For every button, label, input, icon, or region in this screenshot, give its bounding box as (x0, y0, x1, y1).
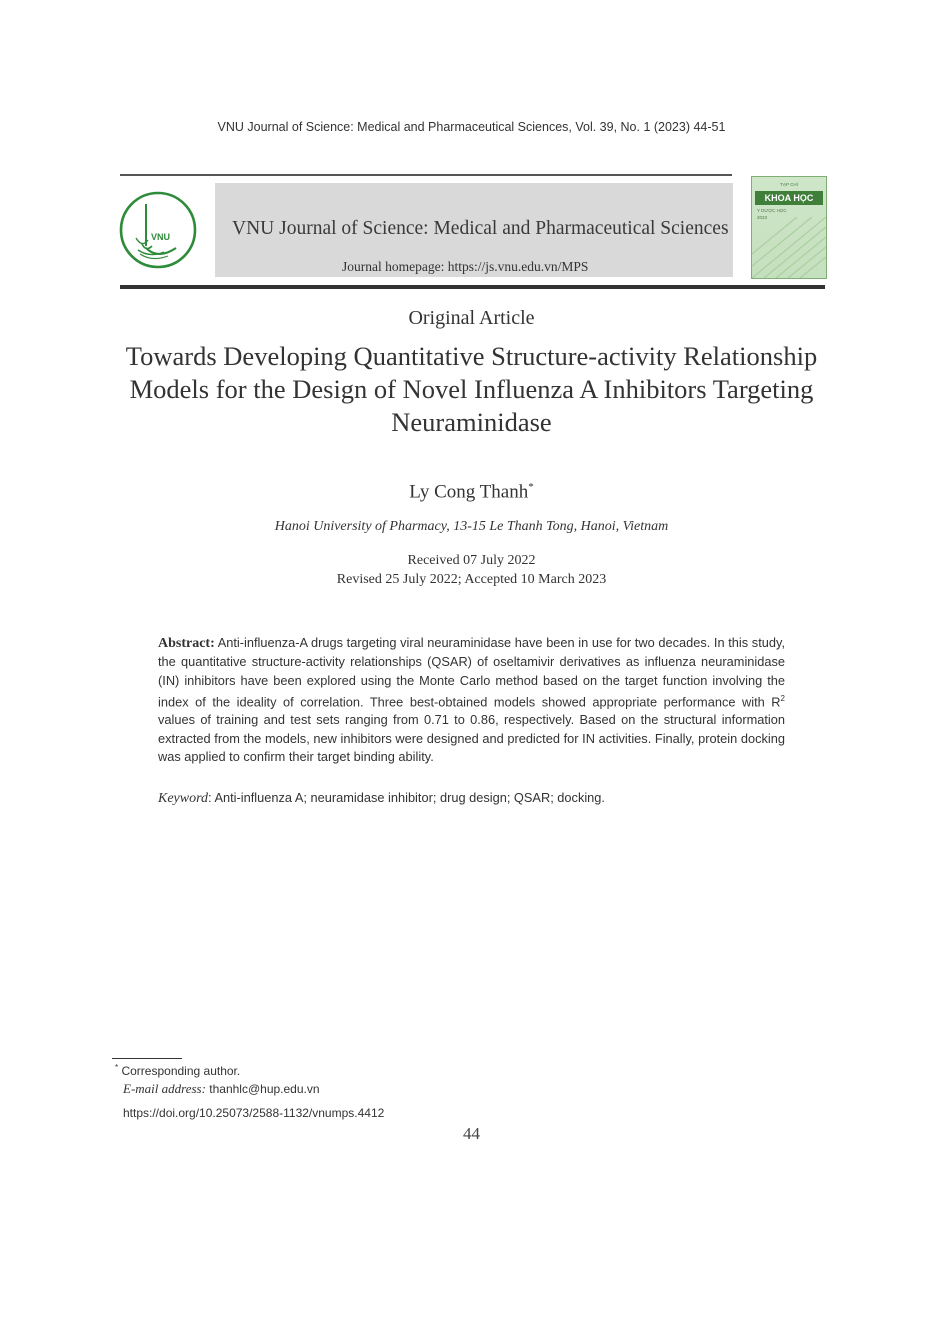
journal-homepage: Journal homepage: https://js.vnu.edu.vn/MPS (342, 259, 589, 274)
logo-text: VNU (151, 232, 171, 242)
cover-subtitle: Y DƯỢC HỌC (757, 208, 787, 213)
doi-link[interactable]: https://doi.org/10.25073/2588-1132/vnumps.4412 (123, 1106, 385, 1120)
abstract (158, 634, 785, 766)
author-name: Ly Cong Thanh (409, 481, 529, 503)
footnote-rule (112, 1058, 182, 1059)
cover-year: 2023 (757, 215, 768, 220)
article-title: Towards Developing Quantitative Structure-activity Relationship Models for the Design of Novel Influenza A Inhibitors Targeting Neuraminidase (125, 341, 818, 437)
keywords-text: : Anti-influenza A; neuramidase inhibitor; drug design; QSAR; docking. (208, 790, 605, 805)
keywords (158, 790, 785, 807)
keywords-label: Keyword (158, 791, 209, 806)
article-type: Original Article (408, 307, 535, 329)
revised-accepted-dates: Revised 25 July 2022; Accepted 10 March 2023 (336, 572, 607, 587)
journal-cover-thumbnail (751, 176, 827, 279)
page-number: 44 (463, 1124, 480, 1143)
abstract-label: Abstract: (158, 636, 215, 651)
author (0, 481, 943, 503)
corresponding-author-label: Corresponding author. (121, 1064, 241, 1078)
abstract-superscript: 2 (780, 693, 785, 703)
journal-name: VNU Journal of Science: Medical and Pharmaceutical Sciences (232, 218, 729, 239)
cover-top-text: TẠP CHÍ (780, 182, 798, 187)
email-address[interactable]: thanhlc@hup.edu.vn (205, 1082, 320, 1096)
abstract-text-part1: Anti-influenza-A drugs targeting viral neuraminidase have been in use for two decades. In this study, the quantitative structure-activity relationships (QSAR) of oseltamivir derivatives as influenza neuraminidase (IN) inhibitors have been explored using the Monte Carlo method based on the target function involving the index of the ideality of correlation. Three best-obtained models showed appropriate performance with R (158, 635, 785, 710)
abstract-text-part2: values of training and test sets ranging from 0.71 to 0.86, respectively. Based on the structural information extracted from the models, new inhibitors were designed and predicted for IN activities. Finally, protein docking was applied to confirm their target binding ability. (158, 712, 785, 765)
email-label: E-mail address: (123, 1081, 206, 1096)
cover-title: KHOA HỌC (755, 191, 823, 205)
footnote-email (123, 1081, 320, 1097)
author-mark: * (528, 481, 534, 493)
running-head: VNU Journal of Science: Medical and Pharmaceutical Sciences, Vol. 39, No. 1 (2023) 44-51 (217, 120, 726, 134)
received-date: Received 07 July 2022 (407, 553, 536, 568)
affiliation: Hanoi University of Pharmacy, 13-15 Le Thanh Tong, Hanoi, Vietnam (274, 519, 669, 534)
banner-top-rule (120, 174, 732, 176)
cover-pattern-icon (752, 217, 826, 278)
footnote-mark: * (115, 1063, 119, 1072)
footnote-corresponding (115, 1063, 240, 1078)
vnu-logo-icon (118, 190, 198, 270)
banner-bottom-rule (120, 285, 825, 289)
